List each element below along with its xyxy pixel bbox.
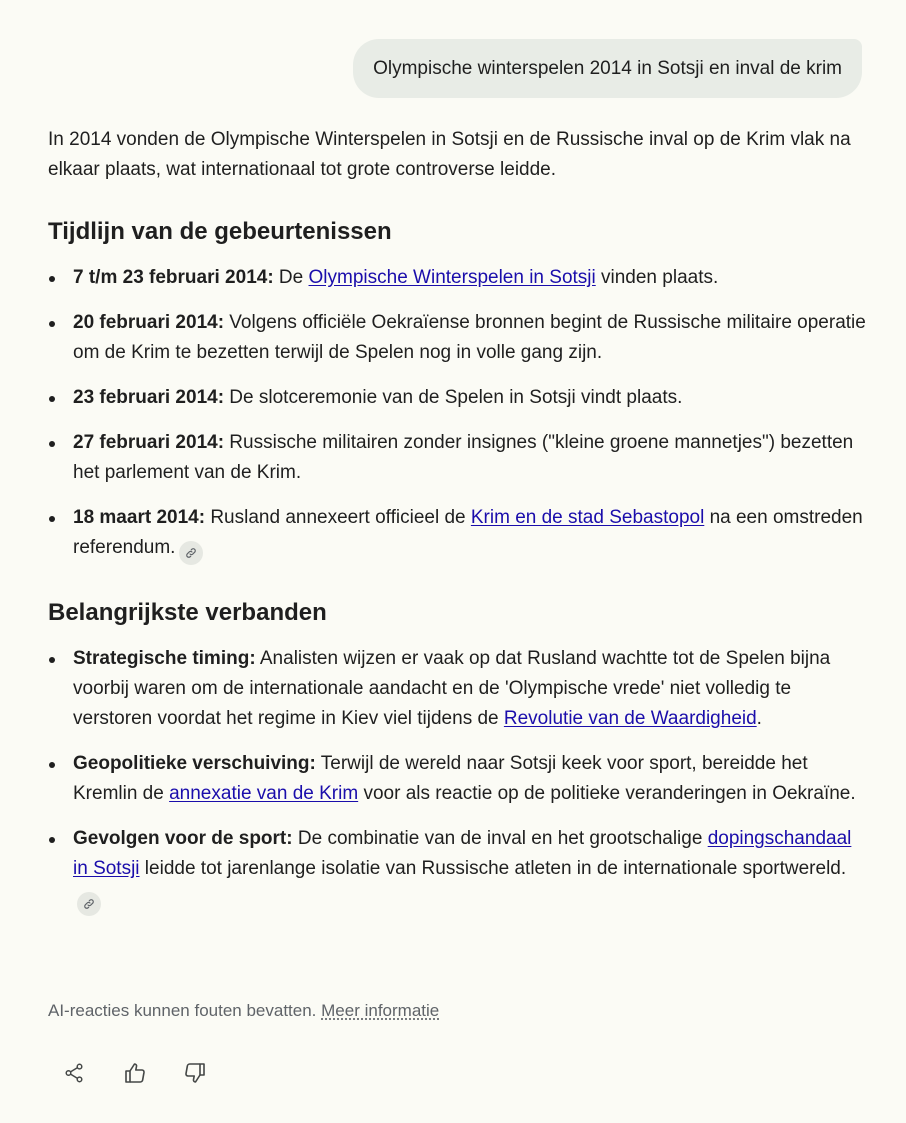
disclaimer-text: AI-reacties kunnen fouten bevatten. — [48, 1001, 317, 1020]
list-item — [48, 503, 868, 565]
item-text: . — [756, 708, 762, 729]
ai-answer — [48, 125, 868, 916]
share-button[interactable] — [56, 1056, 92, 1090]
timeline-list — [48, 263, 868, 565]
thumbs-up-button[interactable] — [117, 1056, 153, 1090]
list-item — [48, 749, 868, 809]
list-item — [48, 263, 868, 293]
ai-disclaimer — [48, 999, 439, 1023]
item-text: Rusland annexeert officieel de — [205, 507, 471, 528]
link-revolutie-van-de-waardigheid[interactable]: Revolutie van de Waardigheid — [503, 708, 757, 729]
item-text: vinden plaats. — [595, 267, 719, 288]
thumbs-down-button[interactable] — [177, 1056, 213, 1090]
thumbs-down-icon — [183, 1061, 207, 1085]
item-text: voor als reactie op de politieke veranderingen in Oekraïne. — [358, 783, 856, 804]
item-text: Terwijl de wereld naar Sotsji keek voor sport, bereidde het Kremlin de — [73, 753, 808, 804]
item-text: na een omstreden referendum. — [73, 507, 863, 558]
list-item — [48, 308, 868, 368]
item-text: Analisten wijzen er vaak op dat Rusland wachtte tot de Spelen bijna voorbij waren om de internationale aandacht en de 'Olympische vrede' niet volledig te verstoren voordat het regime in Kiev viel tijdens de — [73, 648, 831, 729]
list-item — [48, 383, 868, 413]
item-text: De slotceremonie van de Spelen in Sotsji vindt plaats. — [224, 387, 683, 408]
item-label: 18 maart 2014: — [73, 507, 206, 528]
item-label: 23 februari 2014: — [73, 387, 225, 408]
item-label: Geopolitieke verschuiving: — [73, 753, 316, 774]
item-label: Strategische timing: — [73, 648, 256, 669]
user-query-bubble: Olympische winterspelen 2014 in Sotsji en inval de krim — [353, 39, 862, 98]
item-text: De combinatie van de inval en het grootschalige — [292, 828, 708, 849]
link-olympische-winterspelen[interactable]: Olympische Winterspelen in Sotsji — [308, 267, 596, 288]
thumbs-up-icon — [123, 1061, 147, 1085]
item-text: De — [273, 267, 309, 288]
item-label: 20 februari 2014: — [73, 312, 225, 333]
intro-paragraph: In 2014 vonden de Olympische Winterspelen in Sotsji en de Russische inval op de Krim vlak na elkaar plaats, wat internationaal tot grote controverse leidde. — [48, 129, 851, 180]
timeline-heading: Tijdlijn van de gebeurtenissen — [48, 218, 392, 245]
connections-list — [48, 644, 868, 916]
share-icon — [63, 1062, 85, 1084]
list-item — [48, 644, 868, 734]
citation-link-icon[interactable] — [179, 541, 203, 565]
link-annexatie-van-de-krim[interactable]: annexatie van de Krim — [169, 783, 359, 804]
more-info-link[interactable]: Meer informatie — [321, 1001, 440, 1020]
item-text: leidde tot jarenlange isolatie van Russische atleten in de internationale sportwereld. — [139, 858, 847, 879]
item-label: 7 t/m 23 februari 2014: — [73, 267, 274, 288]
connections-heading: Belangrijkste verbanden — [48, 599, 327, 626]
item-label: 27 februari 2014: — [73, 432, 225, 453]
link-dopingschandaal[interactable]: dopingschandaal in Sotsji — [73, 828, 852, 879]
link-krim-sebastopol[interactable]: Krim en de stad Sebastopol — [470, 507, 705, 528]
item-label: Gevolgen voor de sport: — [73, 828, 293, 849]
list-item — [48, 824, 868, 916]
item-text: Volgens officiële Oekraïense bronnen begint de Russische militaire operatie om de Krim te bezetten terwijl de Spelen nog in volle gang zijn. — [73, 312, 866, 363]
citation-link-icon[interactable] — [77, 892, 101, 916]
item-text: Russische militairen zonder insignes ("kleine groene mannetjes") bezetten het parlement van de Krim. — [73, 432, 854, 483]
list-item — [48, 428, 868, 488]
